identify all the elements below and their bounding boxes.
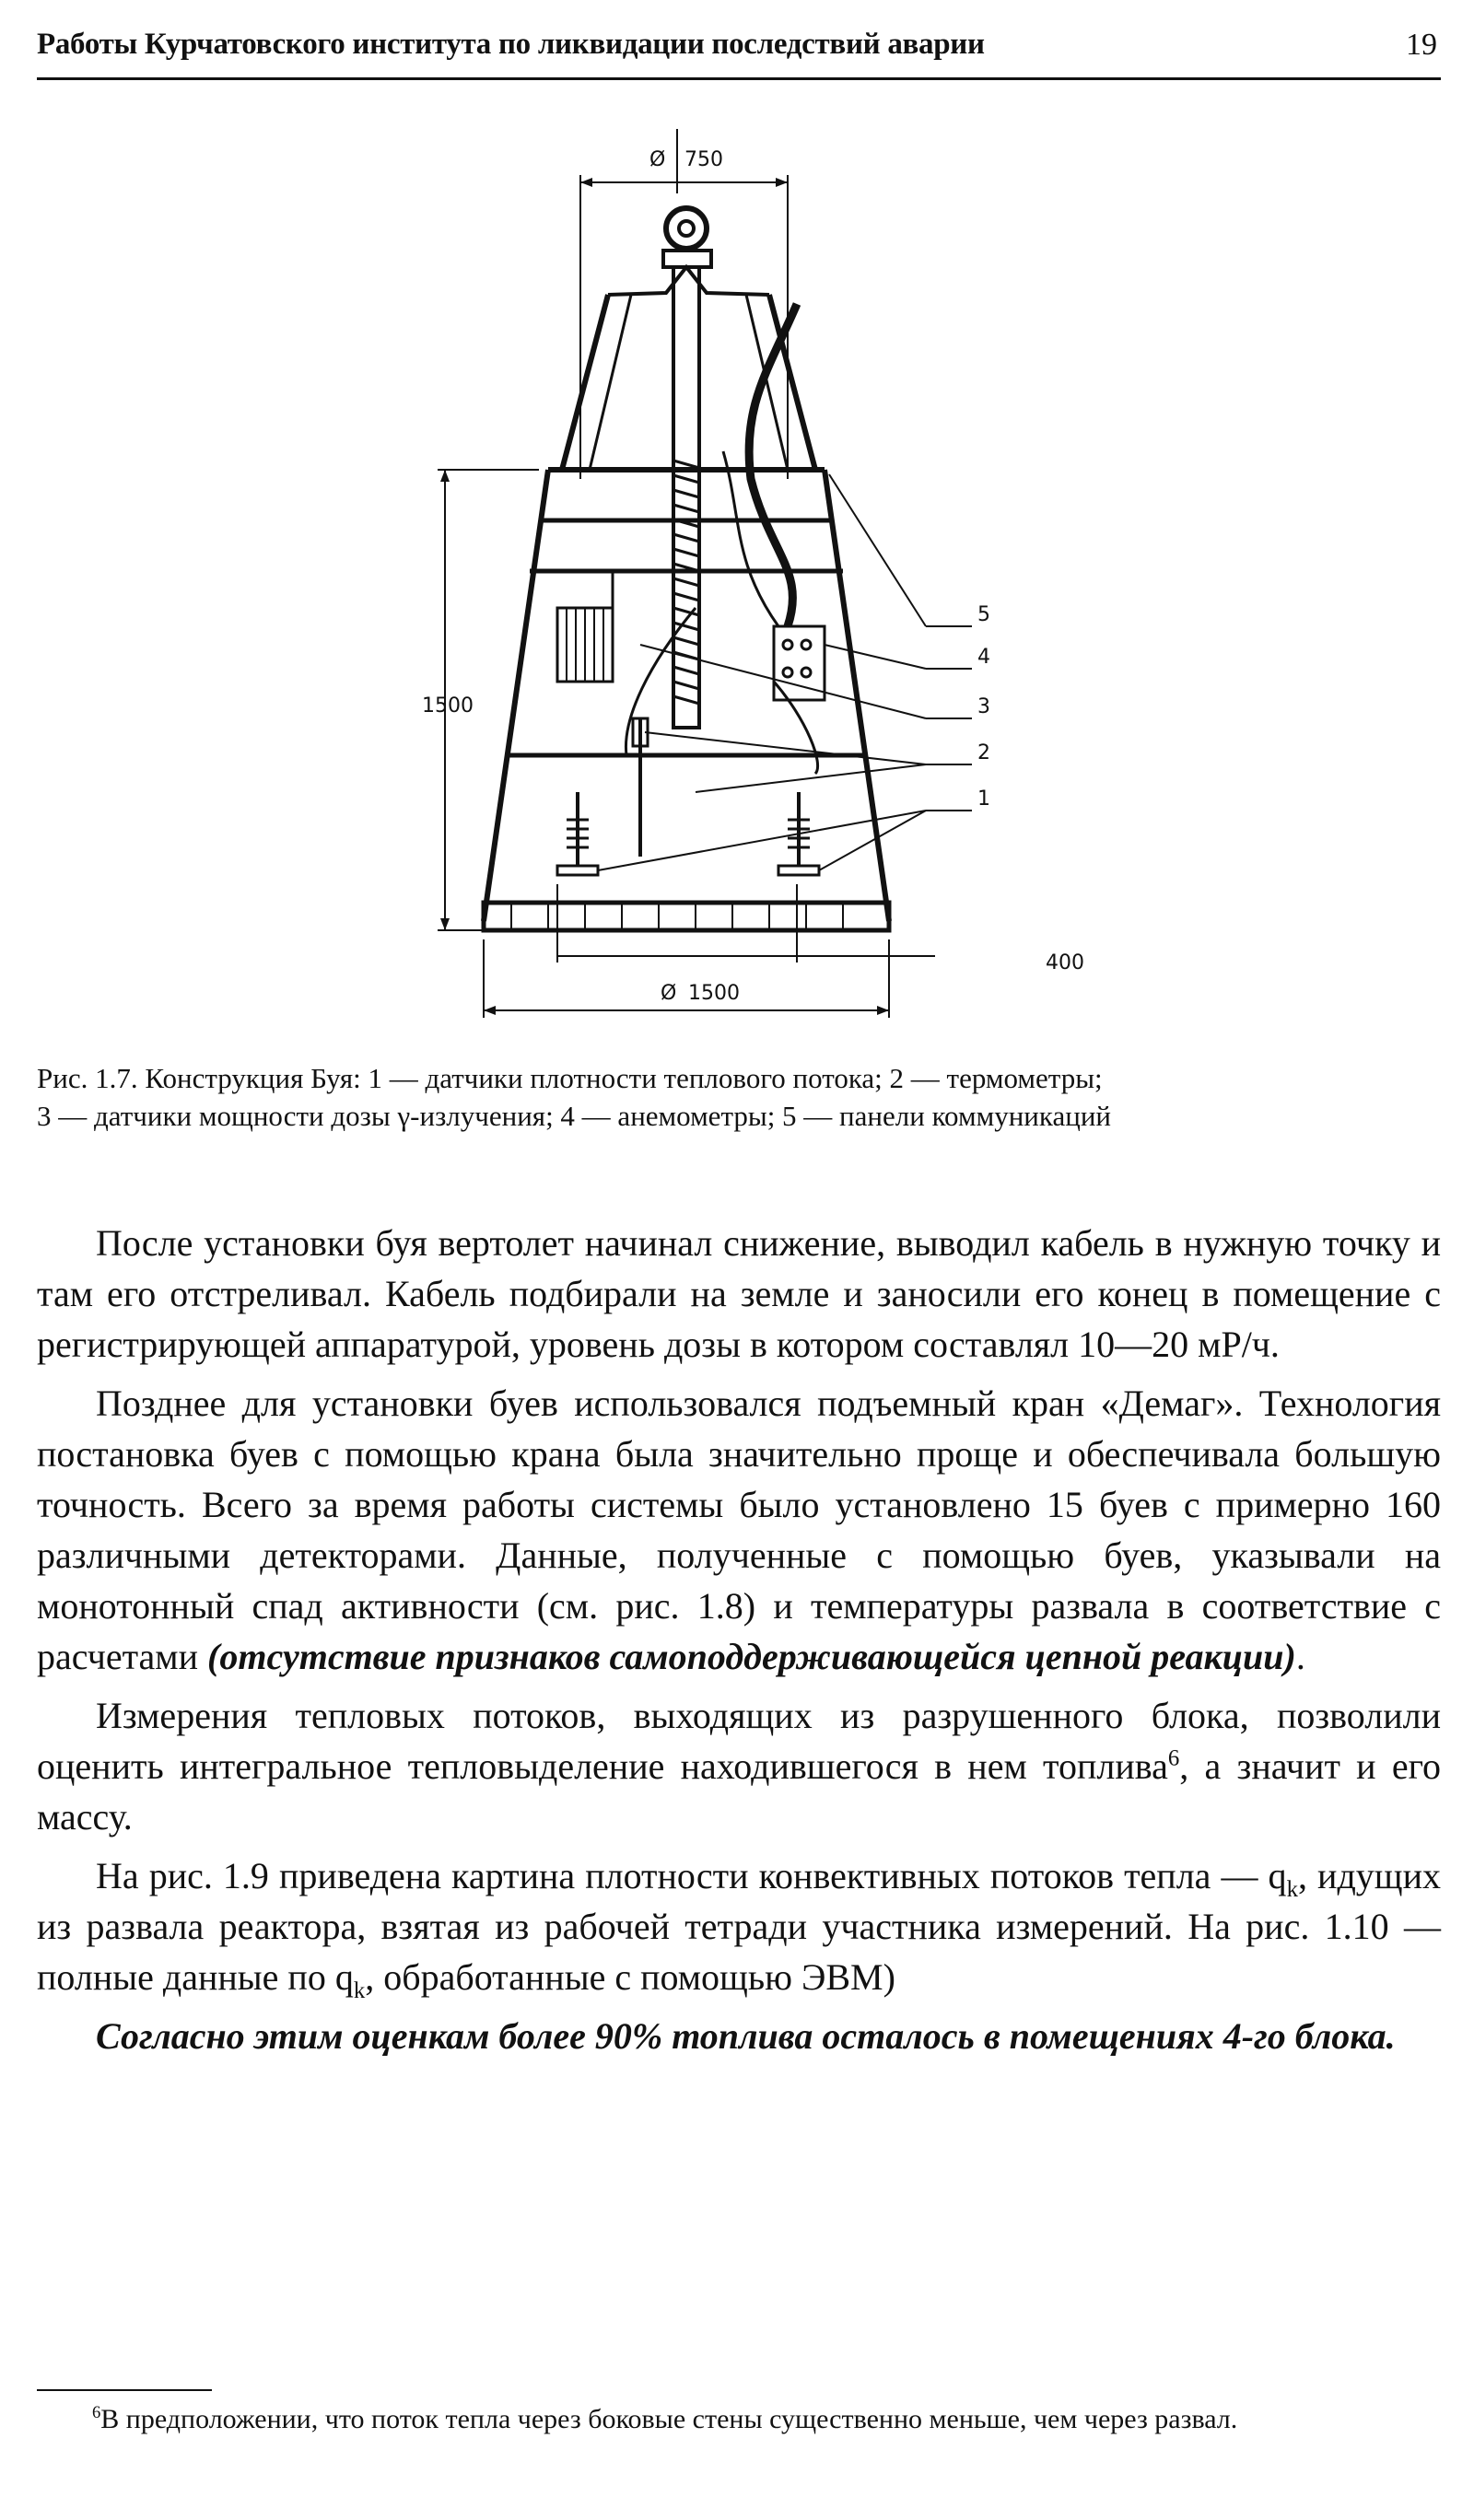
buoy-drawing	[419, 129, 1138, 1032]
callout-4: 4	[977, 646, 990, 669]
paragraph-3-end: , а значит и его массу.	[37, 1745, 1442, 1838]
paragraph-1: После установки буя вертолет начинал снижение, выводил кабель в нужную точку и там его отстреливал. Кабель подбирали на земле и заносили его конец в помещение с регистрирующей аппаратурой, уровень дозы в котором составлял 10—20 мР/ч.	[37, 1222, 1441, 1365]
paragraph-3-text: Измерения тепловых потоков, выходящих из разрушенного блока, позволили оценить интегральное тепловыделение находившегося в нем топлива	[37, 1695, 1441, 1787]
dim-side-value: 400	[1046, 951, 1084, 974]
paragraph-4	[37, 1850, 1441, 2002]
dim-bottom-symbol: Ø	[661, 982, 677, 1005]
caption-line-2: 3 — датчики мощности дозы γ-излучения; 4 — анемометры; 5 — панели коммуникаций	[37, 1100, 1111, 1132]
callout-2: 2	[977, 741, 990, 764]
dim-top-value: 750	[684, 148, 723, 171]
paragraph-2-text: Позднее для установки буев использовался подъемный кран «Демаг». Технология постановка буев с помощью крана была значительно проще и обеспечивала большую точность. Всего за время работы системы было установлено 15 буев с примерно 160 различными детекторами. Данные, полученные с помощью буев, указывали на монотонный спад активности (см. рис. 1.8) и температуры развала в соответствие с расчетами	[37, 1382, 1441, 1677]
paragraph-2-emphasis: (отсутствие признаков самоподдерживающейся цепной реакции)	[207, 1636, 1296, 1677]
caption-line-1: Рис. 1.7. Конструкция Буя: 1 — датчики плотности теплового потока; 2 — термометры;	[37, 1062, 1103, 1094]
footnote-ref[interactable]: 6	[1167, 1745, 1180, 1771]
paragraph-2-end: .	[1295, 1636, 1305, 1677]
paragraph-4-text-b: , идущих из развала реактора, взятая из рабочей тетради участника измерений. На рис. 1.10 — полные данные по q	[37, 1855, 1442, 1998]
callout-3: 3	[977, 695, 990, 718]
running-header	[37, 26, 1441, 80]
qk-subscript-2: k	[353, 1978, 366, 2003]
paragraph-3	[37, 1690, 1441, 1842]
footnote-text: В предположении, что поток тепла через боковые стены существенно меньше, чем через развал.	[100, 2404, 1238, 2434]
qk-subscript-1: k	[1286, 1877, 1298, 1902]
running-title: Работы Курчатовского института по ликвидации последствий аварии	[37, 28, 985, 61]
body-text	[37, 1218, 1441, 2070]
buoy-diagram	[419, 129, 1138, 1032]
dim-height-value: 1500	[422, 694, 474, 718]
paragraph-2	[37, 1378, 1441, 1682]
paragraph-4-text-a: На рис. 1.9 приведена картина плотности конвективных потоков тепла — q	[96, 1855, 1287, 1896]
figure-caption	[37, 1059, 1441, 1135]
footnote	[37, 2400, 1441, 2439]
paragraph-4-text-c: , обработанные с помощью ЭВМ)	[365, 1956, 895, 1998]
paragraph-5-conclusion: Согласно этим оценкам более 90% топлива осталось в помещениях 4-го блока.	[96, 2015, 1396, 2057]
dim-bottom-value: 1500	[688, 982, 740, 1005]
callout-5: 5	[977, 603, 990, 626]
page-number: 19	[1406, 28, 1437, 62]
footnote-mark: 6	[92, 2403, 101, 2422]
dim-top-symbol: Ø	[649, 148, 666, 171]
footnote-divider	[37, 2389, 212, 2391]
callout-1: 1	[977, 788, 990, 811]
